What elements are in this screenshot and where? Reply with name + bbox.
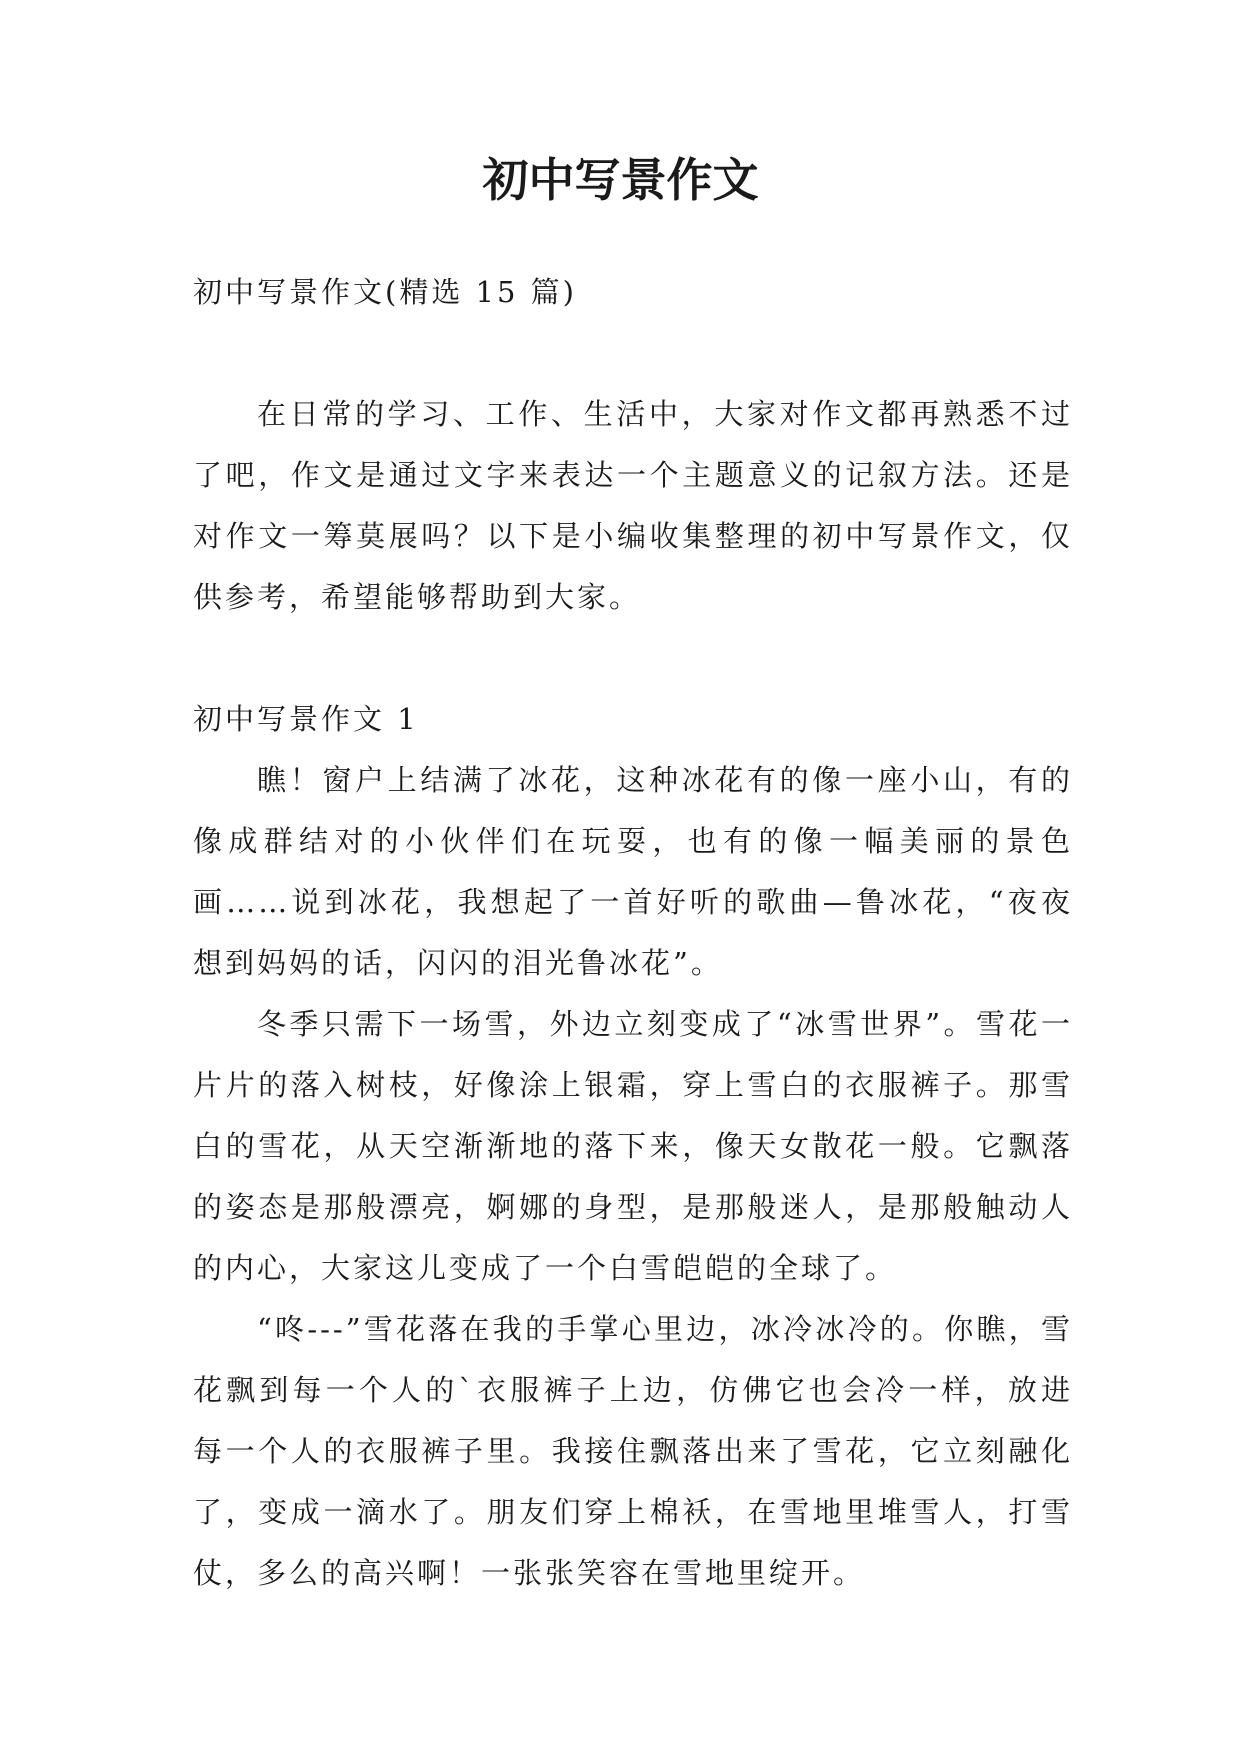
section-heading: 初中写景作文 1: [193, 702, 419, 736]
spacer: [193, 323, 1073, 384]
intro-paragraph: 在日常的学习、工作、生活中，大家对作文都再熟悉不过了吧，作文是通过文字来表达一个主题意义的记叙方法。还是对作文一筹莫展吗？以下是小编收集整理的初中写景作文，仅供参考，希望能够帮助到大家。: [193, 397, 1073, 614]
section-paragraph: 瞧！窗户上结满了冰花，这种冰花有的像一座小山，有的像成群结对的小伙伴们在玩耍，也有的像一幅美丽的景色画……说到冰花，我想起了一首好听的歌曲—鲁冰花，“夜夜想到妈妈的话，闪闪的泪光鲁冰花”。: [193, 763, 1073, 980]
section-paragraph: 冬季只需下一场雪，外边立刻变成了“冰雪世界”。雪花一片片的落入树枝，好像涂上银霜，穿上雪白的衣服裤子。那雪白的雪花，从天空渐渐地的落下来，像天女散花一般。它飘落的姿态是那般漂亮，婀娜的身型，是那般迷人，是那般触动人的内心，大家这儿变成了一个白雪皑皑的全球了。: [193, 1007, 1073, 1285]
document-title: 初中写景作文: [482, 153, 759, 207]
section-paragraph: “咚---”雪花落在我的手掌心里边，冰冷冰冷的。你瞧，雪花飘到每一个人的`衣服裤子上边，仿佛它也会冷一样，放进每一个人的衣服裤子里。我接住飘落出来了雪花，它立刻融化了，变成一滴水了。朋友们穿上棉袄，在雪地里堆雪人，打雪仗，多么的高兴啊！一张张笑容在雪地里绽开。: [193, 1312, 1073, 1590]
document-subtitle: 初中写景作文(精选 15 篇): [193, 275, 577, 309]
spacer: [193, 628, 1073, 689]
document-body: [193, 262, 1073, 1604]
